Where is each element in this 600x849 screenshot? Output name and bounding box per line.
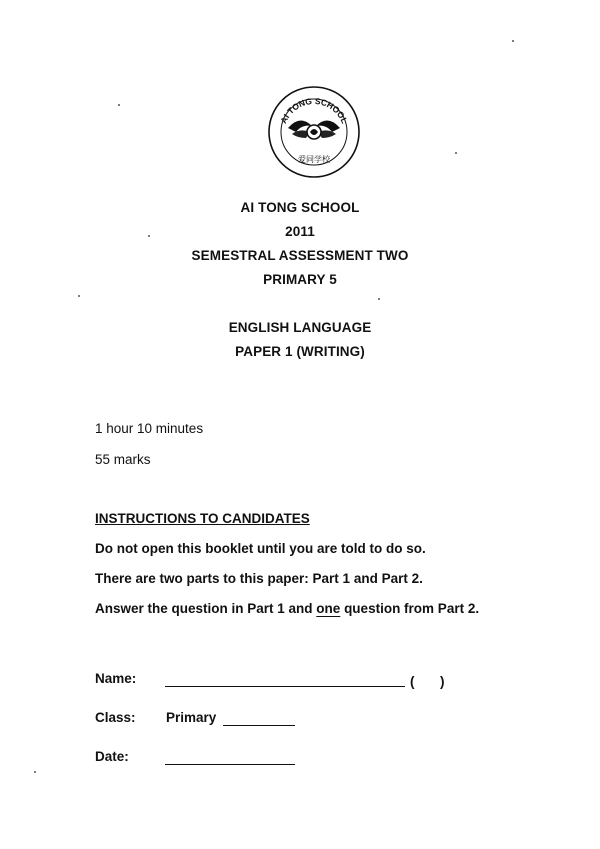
date-blank[interactable] <box>165 764 295 765</box>
school-crest-logo <box>266 84 362 180</box>
scan-speck <box>118 104 120 106</box>
date-label: Date: <box>95 749 129 764</box>
scan-speck <box>378 298 380 300</box>
logo-bottom-text: 爱同学校 <box>298 155 330 164</box>
instruction-2: There are two parts to this paper: Part 1 and Part 2. <box>95 571 423 586</box>
logo-top-text: AI TONG SCHOOL <box>278 95 350 125</box>
scan-speck <box>78 295 80 297</box>
register-paren-open: ( <box>410 674 415 689</box>
exam-year: 2011 <box>285 224 315 239</box>
register-paren-close: ) <box>440 674 445 689</box>
scan-speck <box>34 771 36 773</box>
subject: ENGLISH LANGUAGE <box>228 320 372 335</box>
scan-speck <box>455 152 457 154</box>
level: PRIMARY 5 <box>263 272 337 287</box>
instruction-3-before: Answer the question in Part 1 and <box>95 601 317 616</box>
class-blank[interactable] <box>223 725 295 726</box>
paper-title: PAPER 1 (WRITING) <box>235 344 365 359</box>
scan-speck <box>148 235 150 237</box>
name-label: Name: <box>95 671 137 686</box>
svg-text:AI TONG SCHOOL <box>278 96 350 125</box>
scan-speck <box>512 40 514 42</box>
instruction-3-after: question from Part 2. <box>340 601 480 616</box>
school-name: AI TONG SCHOOL <box>240 200 360 215</box>
class-label: Class: <box>95 710 136 725</box>
total-marks: 55 marks <box>95 452 151 467</box>
duration: 1 hour 10 minutes <box>95 421 204 436</box>
instruction-1: Do not open this booklet until you are told to do so. <box>95 541 426 556</box>
name-blank[interactable] <box>165 686 405 687</box>
instructions-heading: INSTRUCTIONS TO CANDIDATES <box>95 511 310 526</box>
instruction-3 <box>95 601 479 616</box>
class-prefix: Primary <box>166 710 217 725</box>
instruction-3-emphasis: one <box>316 601 341 616</box>
assessment-title: SEMESTRAL ASSESSMENT TWO <box>191 248 409 263</box>
